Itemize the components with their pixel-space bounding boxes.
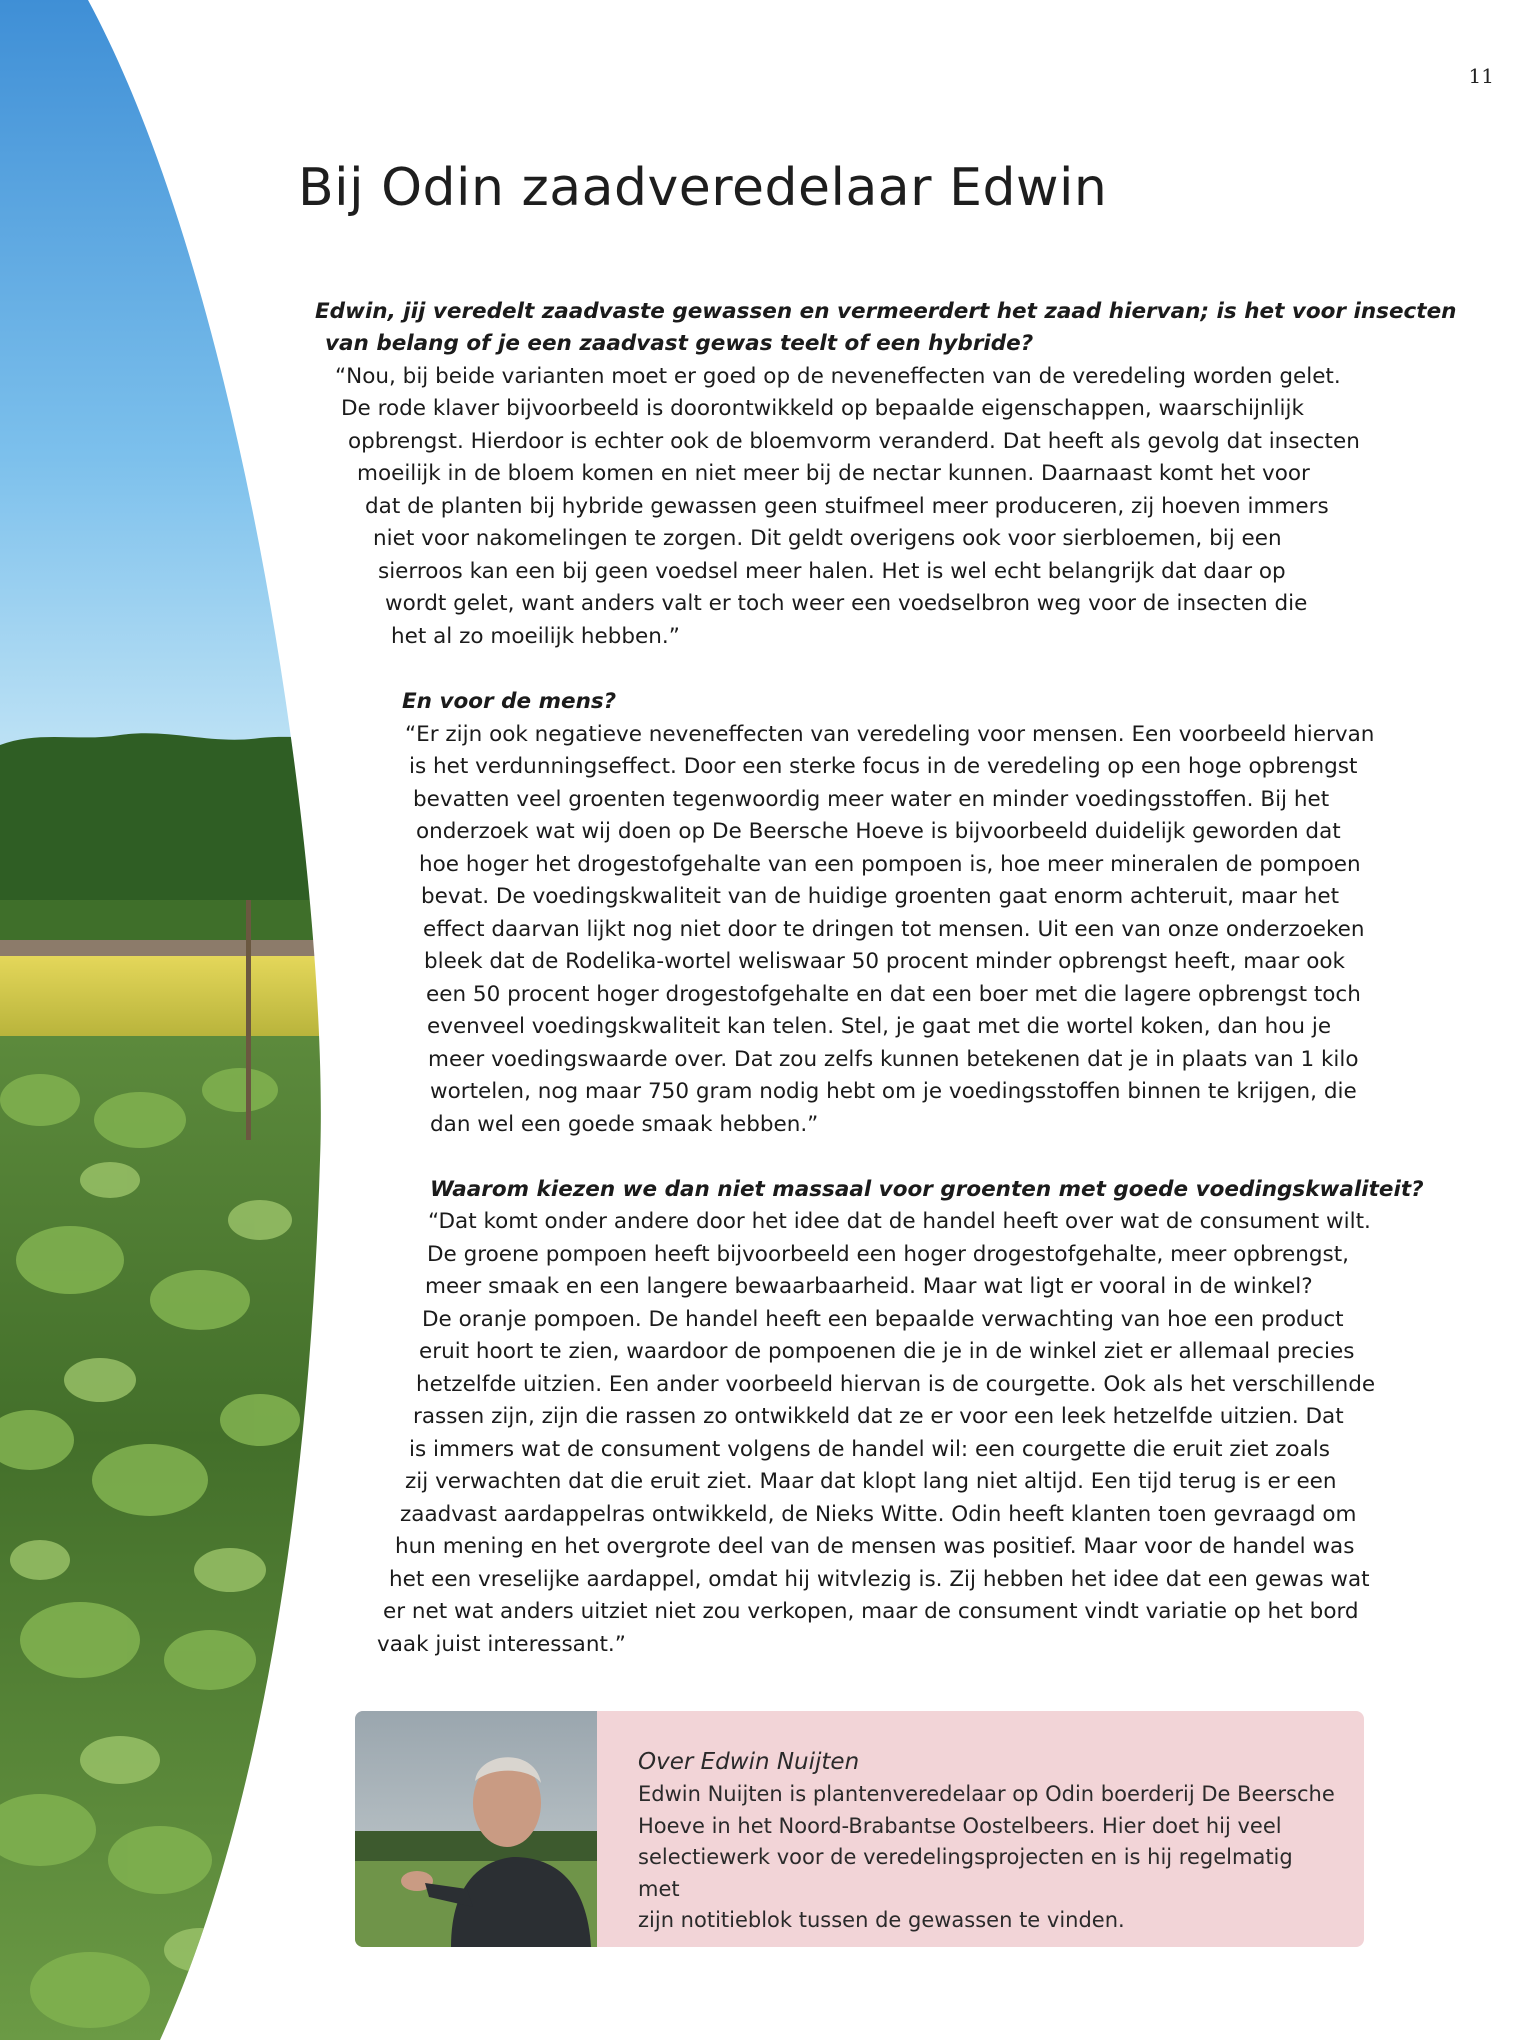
answer-line: wordt gelet, want anders valt er toch weer een voedselbron weg voor de insecten die	[385, 591, 1308, 616]
bio-line: zijn notitieblok tussen de gewassen te vinden.	[638, 1908, 1125, 1932]
bio-box	[355, 1711, 1364, 1947]
answer-line: De rode klaver bijvoorbeeld is doorontwikkeld op bepaalde eigenschappen, waarschijnlijk	[341, 396, 1304, 421]
portrait-photo	[355, 1711, 597, 1947]
answer-line: zij verwachten dat die eruit ziet. Maar dat klopt lang niet altijd. Een tijd terug is er een	[405, 1469, 1337, 1494]
answer-line: evenveel voedingskwaliteit kan telen. Stel, je gaat met die wortel koken, dan hou je	[427, 1014, 1332, 1039]
answer-line: bevat. De voedingskwaliteit van de huidige groenten gaat enorm achteruit, maar het	[421, 884, 1340, 909]
answer-line: bevatten veel groenten tegenwoordig meer water en minder voedingsstoffen. Bij het	[413, 787, 1330, 812]
answer-line: een 50 procent hoger drogestofgehalte en dat een boer met die lagere opbrengst toch	[426, 982, 1361, 1007]
answer-line: dat de planten bij hybride gewassen geen stuifmeel meer produceren, zij hoeven immers	[365, 494, 1329, 519]
bio-body	[638, 1779, 1338, 1937]
answer-line: is immers wat de consument volgens de handel wil: een courgette die eruit ziet zoals	[409, 1437, 1330, 1462]
question-line: van belang of je een zaadvast gewas teelt of een hybride?	[325, 331, 1034, 356]
bio-line: selectiewerk voor de veredelingsprojecten en is hij regelmatig met	[638, 1845, 1293, 1901]
answer-line: zaadvast aardappelras ontwikkeld, de Nieks Witte. Odin heeft klanten toen gevraagd om	[400, 1502, 1357, 1527]
answer-line: onderzoek wat wij doen op De Beersche Hoeve is bijvoorbeeld duidelijk geworden dat	[416, 819, 1341, 844]
answer-line: effect daarvan lijkt nog niet door te dringen tot mensen. Uit een van onze onderzoeken	[423, 917, 1365, 942]
bio-line: Edwin Nuijten is plantenveredelaar op Odin boerderij De Beersche	[638, 1782, 1335, 1806]
answer-line: opbrengst. Hierdoor is echter ook de bloemvorm veranderd. Dat heeft als gevolg dat insecten	[348, 429, 1360, 454]
answer-line: meer smaak en een langere bewaarbaarheid. Maar wat ligt er vooral in de winkel?	[425, 1274, 1313, 1299]
answer-line: hoe hoger het drogestofgehalte van een pompoen is, hoe meer mineralen de pompoen	[419, 852, 1361, 877]
bio-text	[638, 1747, 1338, 1937]
answer-line: hun mening en het overgrote deel van de mensen was positief. Maar voor de handel was	[395, 1534, 1355, 1559]
answer-line: er net wat anders uitziet niet zou verkopen, maar de consument vindt variatie op het bord	[383, 1599, 1359, 1624]
bio-heading: Over Edwin Nuijten	[638, 1749, 860, 1775]
answer-line: dan wel een goede smaak hebben.”	[430, 1112, 819, 1137]
bio-line: Hoeve in het Noord-Brabantse Oostelbeers. Hier doet hij veel	[638, 1813, 1282, 1838]
answer-line: “Dat komt onder andere door het idee dat de handel heeft over wat de consument wilt.	[428, 1209, 1371, 1234]
article-title: Bij Odin zaadveredelaar Edwin	[298, 158, 1108, 218]
answer-line: vaak juist interessant.”	[377, 1632, 626, 1657]
answer-line: De groene pompoen heeft bijvoorbeeld een hoger drogestofgehalte, meer opbrengst,	[427, 1242, 1349, 1267]
answer-line: De oranje pompoen. De handel heeft een bepaalde verwachting van hoe een product	[422, 1307, 1344, 1332]
question-line: Waarom kiezen we dan niet massaal voor groenten met goede voedingskwaliteit?	[430, 1177, 1424, 1202]
page-number: 11	[1468, 64, 1494, 88]
answer-line: is het verdunningseffect. Door een sterke focus in de veredeling op een hoge opbrengst	[409, 754, 1358, 779]
answer-line: “Nou, bij beide varianten moet er goed op de neveneffecten van de veredeling worden gelet.	[335, 364, 1341, 389]
question-line: En voor de mens?	[402, 689, 617, 714]
answer-line: hetzelfde uitzien. Een ander voorbeeld hiervan is de courgette. Ook als het verschillende	[416, 1372, 1376, 1397]
answer-line: rassen zijn, zijn die rassen zo ontwikkeld dat ze er voor een leek hetzelfde uitzien. Dat	[413, 1404, 1344, 1429]
answer-line: het een vreselijke aardappel, omdat hij witvlezig is. Zij hebben het idee dat een gewas wat	[389, 1567, 1370, 1592]
answer-line: eruit hoort te zien, waardoor de pompoenen die je in de winkel ziet er allemaal precies	[419, 1339, 1355, 1364]
answer-line: bleek dat de Rodelika-wortel weliswaar 50 procent minder opbrengst heeft, maar ook	[424, 949, 1345, 974]
answer-line: niet voor nakomelingen te zorgen. Dit geldt overigens ook voor sierbloemen, bij een	[373, 526, 1282, 551]
answer-line: “Er zijn ook negatieve neveneffecten van veredeling voor mensen. Een voorbeeld hiervan	[405, 722, 1375, 747]
question-line: Edwin, jij veredelt zaadvaste gewassen en vermeerdert het zaad hiervan; is het voor insecten	[315, 299, 1457, 324]
answer-line: moeilijk in de bloem komen en niet meer bij de nectar kunnen. Daarnaast komt het voor	[357, 461, 1310, 486]
answer-line: wortelen, nog maar 750 gram nodig hebt om je voedingsstoffen binnen te krijgen, die	[430, 1079, 1357, 1104]
answer-line: het al zo moeilijk hebben.”	[391, 624, 680, 649]
answer-line: sierroos kan een bij geen voedsel meer halen. Het is wel echt belangrijk dat daar op	[378, 559, 1286, 584]
answer-line: meer voedingswaarde over. Dat zou zelfs kunnen betekenen dat je in plaats van 1 kilo	[428, 1047, 1359, 1072]
